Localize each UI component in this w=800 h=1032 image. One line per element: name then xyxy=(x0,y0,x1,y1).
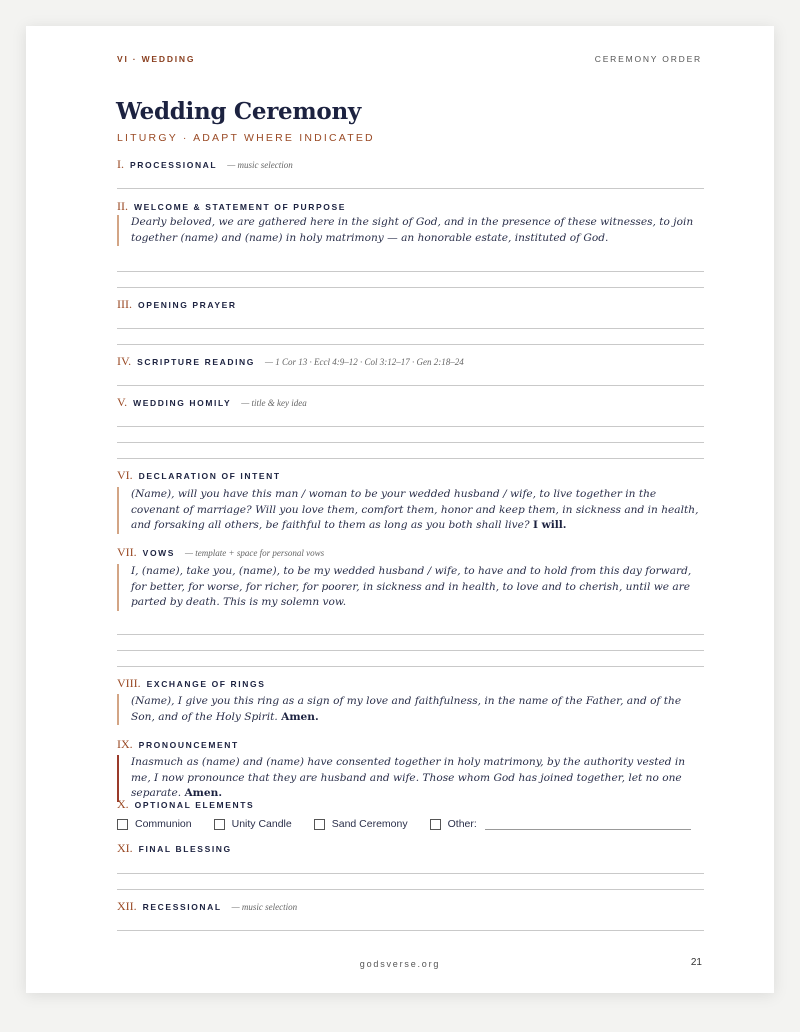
declaration-text xyxy=(117,487,702,534)
section-label: PROCESSIONAL xyxy=(130,160,218,170)
writing-line[interactable] xyxy=(117,442,704,443)
liturgy-text: Dearly beloved, we are gathered here in the sight of God, and in the presence of these witnesses, to join together (name) and (name) in holy matrimony — an honorable estate, instituted of God. xyxy=(131,216,694,244)
option-sand-ceremony[interactable] xyxy=(314,818,408,830)
section-label: FINAL BLESSING xyxy=(138,844,232,854)
liturgy-text: (Name), will you have this man / woman to be your wedded husband / wife, to live together in the covenant of marriage? Will you love them, comfort them, honor and keep them, in sickness and in health, and forsaking all others, be faithful to them as long as you both shall live? xyxy=(131,488,699,531)
section-label: SCRIPTURE READING xyxy=(137,357,255,367)
section-scripture-reading xyxy=(117,354,704,369)
section-number: XII. xyxy=(117,899,137,913)
liturgy-text: Inasmuch as (name) and (name) have consented together in holy matrimony, by the authority vested in me, I now pronounce that they are husband and wife. Those whom God has joined together, let no one separate. xyxy=(131,756,686,799)
writing-line[interactable] xyxy=(117,889,704,890)
section-note: — template + space for personal vows xyxy=(185,548,325,558)
writing-line[interactable] xyxy=(117,458,704,459)
writing-line[interactable] xyxy=(117,426,704,427)
section-declaration-of-intent xyxy=(117,468,704,483)
section-label: VOWS xyxy=(142,548,176,558)
checkbox[interactable] xyxy=(214,819,225,830)
section-number: VI. xyxy=(117,468,133,482)
section-note: — 1 Cor 13 · Eccl 4:9–12 · Col 3:12–17 · Gen 2:18–24 xyxy=(265,357,464,367)
section-note: — music selection xyxy=(227,160,293,170)
response-text: Amen. xyxy=(281,710,319,723)
writing-line[interactable] xyxy=(117,287,704,288)
option-label: Communion xyxy=(135,818,192,830)
section-processional xyxy=(117,157,704,172)
other-fill-line[interactable] xyxy=(485,829,691,830)
liturgy-text: (Name), I give you this ring as a sign of my love and faithfulness, in the name of the Father, and of the Son, and of the Holy Spirit. xyxy=(131,695,682,723)
vows-text xyxy=(117,564,702,611)
response-text: I will. xyxy=(532,519,567,531)
section-label: WELCOME & STATEMENT OF PURPOSE xyxy=(134,202,347,212)
section-number: II. xyxy=(117,199,128,213)
section-vows xyxy=(117,545,704,560)
section-number: X. xyxy=(117,797,129,811)
footer-site: godsverse.org xyxy=(359,959,441,969)
section-pronouncement xyxy=(117,737,704,752)
section-number: IX. xyxy=(117,737,133,751)
section-label: PRONOUNCEMENT xyxy=(138,740,239,750)
writing-line[interactable] xyxy=(117,344,704,345)
section-final-blessing xyxy=(117,841,704,856)
writing-line[interactable] xyxy=(117,385,704,386)
option-label: Unity Candle xyxy=(231,818,292,830)
section-note: — music selection xyxy=(231,902,298,912)
section-number: XI. xyxy=(117,841,133,855)
section-label: WEDDING HOMILY xyxy=(133,398,232,408)
writing-line[interactable] xyxy=(117,328,704,329)
checkbox[interactable] xyxy=(430,819,441,830)
section-label: OPENING PRAYER xyxy=(138,300,237,310)
option-communion[interactable] xyxy=(117,818,192,830)
writing-line[interactable] xyxy=(117,271,704,272)
liturgy-text: I, (name), take you, (name), to be my wedded husband / wife, to have and to hold from this day forward, for better, for worse, for richer, for poorer, in sickness and in health, to love and to cherish, until we are parted by death. This is my solemn vow. xyxy=(131,565,692,608)
section-label: RECESSIONAL xyxy=(142,902,222,912)
page-title: Wedding Ceremony xyxy=(116,98,361,125)
writing-line[interactable] xyxy=(117,666,704,667)
section-label: OPTIONAL ELEMENTS xyxy=(134,800,255,810)
document-page xyxy=(26,26,774,993)
section-welcome xyxy=(117,199,704,214)
optional-elements-checklist xyxy=(117,818,691,830)
option-other[interactable] xyxy=(430,818,691,830)
section-label: EXCHANGE OF RINGS xyxy=(146,679,266,689)
section-optional-elements xyxy=(117,797,704,812)
pronouncement-text xyxy=(117,755,702,802)
writing-line[interactable] xyxy=(117,873,704,874)
running-header-left: VI · WEDDING xyxy=(117,54,196,64)
checkbox[interactable] xyxy=(314,819,325,830)
section-number: VII. xyxy=(117,545,137,559)
section-label: DECLARATION OF INTENT xyxy=(138,471,281,481)
checkbox[interactable] xyxy=(117,819,128,830)
section-opening-prayer xyxy=(117,297,704,312)
option-label: Other: xyxy=(447,818,477,830)
welcome-text xyxy=(117,215,702,246)
rings-text xyxy=(117,694,702,725)
section-exchange-of-rings xyxy=(117,676,704,691)
page-number: 21 xyxy=(690,957,702,968)
section-note: — title & key idea xyxy=(241,398,307,408)
section-recessional xyxy=(117,899,704,914)
page-subtitle: LITURGY · ADAPT WHERE INDICATED xyxy=(117,132,375,144)
option-unity-candle[interactable] xyxy=(214,818,292,830)
section-number: IV. xyxy=(117,354,132,368)
writing-line[interactable] xyxy=(117,634,704,635)
writing-line[interactable] xyxy=(117,650,704,651)
response-text: Amen. xyxy=(184,787,223,799)
option-label: Sand Ceremony xyxy=(331,818,408,830)
section-number: VIII. xyxy=(117,676,141,690)
section-number: I. xyxy=(117,157,124,171)
section-wedding-homily xyxy=(117,395,704,410)
running-header-right: CEREMONY ORDER xyxy=(594,54,702,64)
writing-line[interactable] xyxy=(117,930,704,931)
section-number: V. xyxy=(117,395,128,409)
writing-line[interactable] xyxy=(117,188,704,189)
section-number: III. xyxy=(117,297,132,311)
